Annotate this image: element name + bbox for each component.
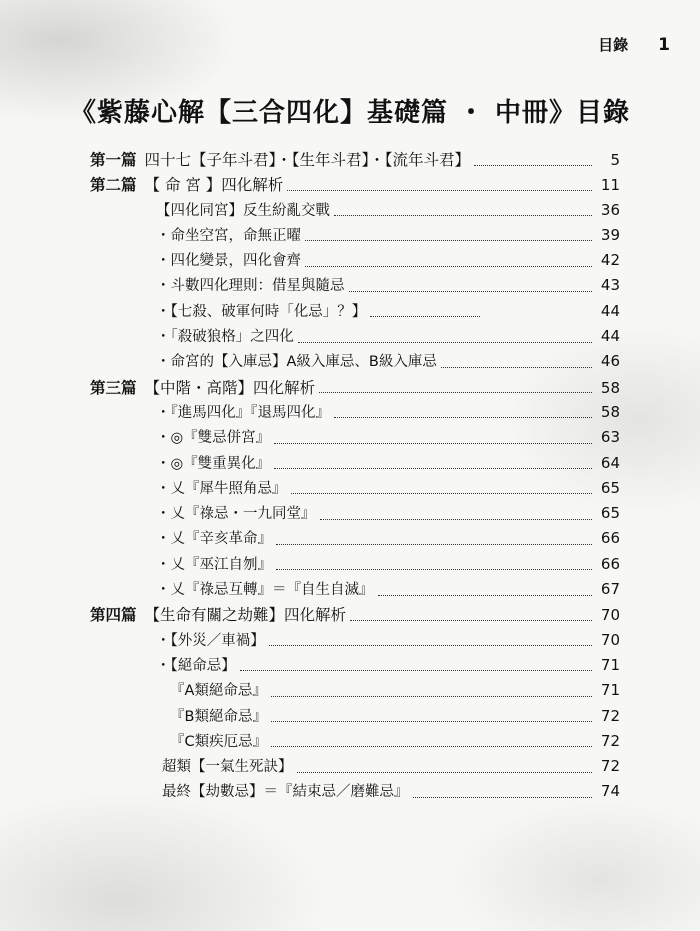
toc-leader-dots	[320, 510, 593, 520]
toc-entry	[90, 780, 620, 805]
toc-leader-dots	[271, 738, 592, 748]
toc-entry-title: 『C類疾厄忌』	[170, 733, 268, 750]
toc-entry-title: ・四化變景，四化會齊	[156, 253, 301, 270]
toc-leader-dots	[441, 358, 592, 368]
toc-page-number: 58	[600, 378, 620, 397]
toc-leader-dots	[240, 662, 592, 672]
running-header	[598, 34, 670, 55]
toc-leader-dots	[334, 409, 592, 419]
page-title: 《紫藤心解【三合四化】基礎篇 ・ 中冊》目錄	[69, 98, 631, 128]
toc-entry	[90, 350, 620, 375]
toc-leader-dots	[474, 156, 592, 166]
toc-entry	[90, 730, 620, 755]
toc-page-number: 71	[600, 681, 620, 700]
toc-leader-dots	[378, 586, 593, 596]
toc-entry-title: ・乂『辛亥革命』	[156, 531, 272, 548]
toc-page-number: 65	[600, 478, 620, 497]
toc-entry-title: 超類【一氣生死訣】	[162, 759, 293, 776]
toc-leader-dots	[276, 561, 592, 571]
toc-page-number: 46	[600, 352, 620, 371]
toc-page-number: 36	[600, 200, 620, 219]
toc-entry-title: ・斗數四化理則：借星與隨忌	[156, 278, 345, 295]
toc-entry-title: 【 命 宮 】四化解析	[144, 176, 284, 195]
toc-entry-title: 『A類絕命忌』	[170, 683, 267, 700]
toc-entry-title: ・【七殺、破軍何時「化忌」？】	[156, 303, 367, 320]
toc-leader-dots	[276, 535, 592, 545]
toc-entry	[90, 603, 620, 628]
toc-entry-title: 最終【劫數忌】＝『結束忌／磨難忌』	[162, 784, 409, 801]
toc-leader-dots	[370, 308, 480, 318]
toc-page-number: 66	[600, 529, 620, 548]
toc-part-label: 第一篇	[90, 151, 137, 169]
toc-entry-title: 『B類絕命忌』	[170, 708, 267, 725]
toc-leader-dots	[274, 459, 592, 469]
toc-page-number: 63	[600, 428, 620, 447]
toc-page-number: 66	[600, 554, 620, 573]
toc-page-number: 72	[600, 731, 620, 750]
toc-page-number: 5	[610, 151, 620, 169]
toc-page-number: 43	[600, 276, 620, 295]
toc-leader-dots	[291, 485, 593, 495]
toc-leader-dots	[271, 712, 592, 722]
toc-entry	[90, 274, 620, 299]
toc-entry	[90, 553, 620, 578]
toc-leader-dots	[269, 636, 592, 646]
toc-page-number: 70	[600, 630, 620, 649]
toc-page-number: 58	[600, 402, 620, 421]
toc-entry	[90, 527, 620, 552]
toc-page-number: 44	[600, 327, 620, 346]
toc-entry	[90, 502, 620, 527]
toc-entry	[90, 401, 620, 426]
toc-entry-title: ・乂『巫江自刎』	[156, 556, 272, 573]
header-page-number: 1	[658, 35, 670, 55]
toc-entry-title: ・『進馬四化』『退馬四化』	[156, 404, 330, 421]
toc-leader-dots	[298, 333, 592, 343]
toc-entry	[90, 376, 620, 401]
toc-page-number: 72	[600, 706, 620, 725]
toc-leader-dots	[271, 687, 592, 697]
toc-entry-title: ・「殺破狼格」之四化	[156, 329, 294, 346]
toc-page-number: 72	[600, 757, 620, 776]
toc-part-label: 第三篇	[90, 378, 137, 397]
toc-entry	[90, 629, 620, 654]
toc-entry	[90, 426, 620, 451]
toc-leader-dots	[334, 206, 592, 216]
toc-entry-title: ・【外災／車禍】	[156, 632, 265, 649]
toc-entry	[90, 249, 620, 274]
toc-entry	[90, 300, 620, 325]
toc-page-number: 74	[600, 782, 620, 801]
toc-entry-title: ・【絕命忌】	[156, 657, 236, 674]
toc-entry	[90, 679, 620, 704]
toc-entry	[90, 452, 620, 477]
toc-leader-dots	[413, 788, 593, 798]
toc-leader-dots	[287, 181, 592, 191]
toc-leader-dots	[305, 232, 592, 242]
toc-entry-title: ・乂『祿忌互轉』＝『自生自滅』	[156, 582, 374, 599]
header-label: 目錄	[598, 36, 629, 54]
toc-entry	[90, 578, 620, 603]
toc-entry-title: 【生命有關之劫難】四化解析	[144, 606, 347, 625]
toc-entry	[90, 755, 620, 780]
toc-page-number: 65	[600, 504, 620, 523]
toc-entry	[90, 224, 620, 249]
toc-entry-title: ・乂『祿忌・一九同堂』	[156, 506, 316, 523]
toc-entry	[90, 477, 620, 502]
toc-part-label: 第四篇	[90, 606, 137, 625]
toc-page-number: 64	[600, 453, 620, 472]
toc-entry-title: ・◎『雙忌併宮』	[156, 430, 271, 447]
toc-leader-dots	[297, 763, 593, 773]
toc-entry	[90, 325, 620, 350]
toc-entry	[90, 199, 620, 224]
toc-part-label: 第二篇	[90, 176, 137, 195]
toc-leader-dots	[274, 434, 592, 444]
toc-page-number: 44	[600, 301, 620, 320]
toc-entry-title: 【中階・高階】四化解析	[144, 378, 316, 397]
toc-page-number: 11	[600, 176, 620, 195]
toc-entry	[90, 148, 620, 173]
toc-entry-title: ・乂『犀牛照角忌』	[156, 480, 287, 497]
toc-page-number: 39	[600, 225, 620, 244]
toc-entry	[90, 654, 620, 679]
toc-page-number: 70	[600, 606, 620, 625]
toc-entry	[90, 705, 620, 730]
toc-entry-title: ・◎『雙重異化』	[156, 455, 271, 472]
toc-leader-dots	[349, 282, 593, 292]
toc-page-number: 71	[600, 655, 620, 674]
toc-leader-dots	[350, 611, 592, 621]
toc-leader-dots	[319, 383, 592, 393]
toc-entry	[90, 173, 620, 198]
toc-entry-title: 【四化同宮】反生紛亂交戰	[156, 202, 330, 219]
toc-entry-title: ・命坐空宮，命無正曜	[156, 227, 301, 244]
toc-page-number: 42	[600, 251, 620, 270]
toc-leader-dots	[305, 257, 592, 267]
toc-entry-title: ・命宮的【入庫忌】A級入庫忌、B級入庫忌	[156, 354, 437, 371]
table-of-contents	[90, 148, 620, 806]
toc-entry-title: 四十七【子年斗君】・【生年斗君】・【流年斗君】	[144, 151, 471, 169]
toc-page-number: 67	[600, 580, 620, 599]
